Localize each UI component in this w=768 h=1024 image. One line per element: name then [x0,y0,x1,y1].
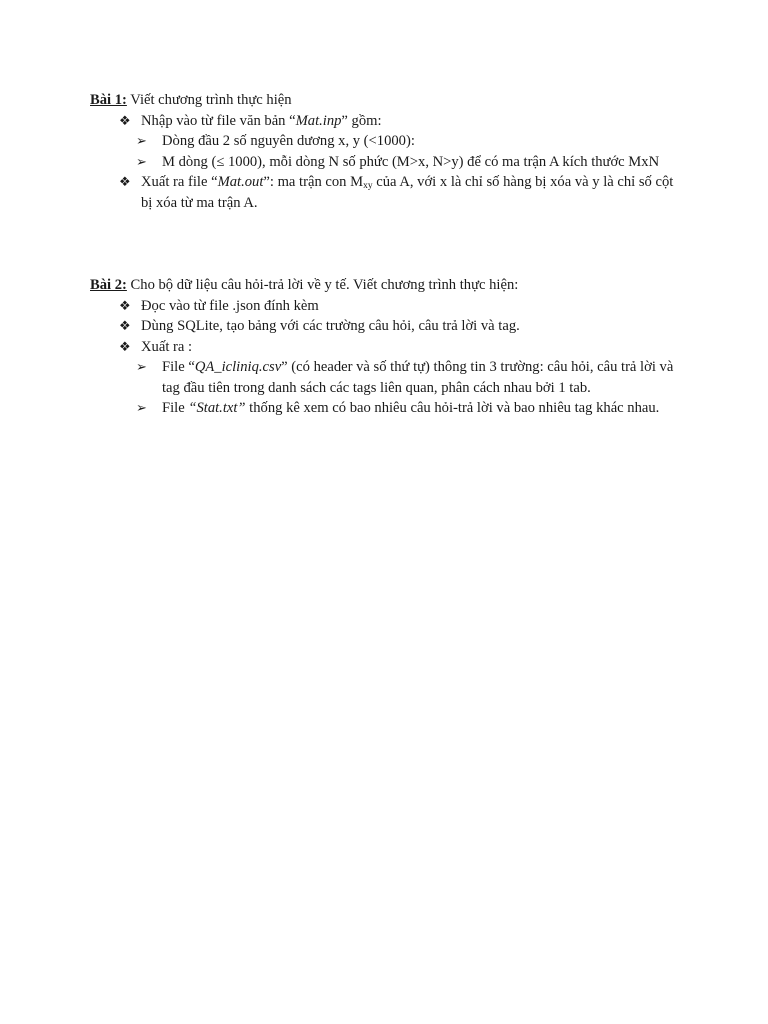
sub-list-item [90,398,682,419]
matrix-subscript: xy [363,181,373,191]
list-item [90,172,682,213]
sub-item-text: File “ [162,359,195,375]
sub-item-text-end: ” (có header và số thứ tự) thông tin 3 trường: câu hỏi, câu trả lời và tag đầu tiên trong danh sách các tags liên quan, phân cách nhau bởi 1 tab. [162,359,674,396]
diamond-bullet-icon: ❖ [119,297,131,313]
diamond-bullet-icon: ❖ [119,174,131,189]
arrow-bullet-icon: ➢ [136,400,147,415]
list-item [90,316,682,337]
exercise-1 [90,90,682,213]
diamond-bullet-icon: ❖ [119,112,131,128]
output-text-mid: ”: ma trận con M [263,174,364,190]
input-filename: Mat.inp [295,112,342,129]
diamond-bullet-icon: ❖ [119,318,131,333]
sub-item-text: File [162,400,189,416]
sub-item-text-end: thống kê xem có bao nhiêu câu hỏi-trả lời và bao nhiêu tag khác nhau. [245,400,660,416]
list-item [90,337,682,358]
list-item [90,296,682,317]
input-text: Nhập vào từ file văn bản “ [141,112,296,129]
csv-filename: QA_icliniq.csv [194,359,282,375]
sub-list-item [90,357,682,398]
input-text-end: ” gồm: [341,112,382,129]
output-text-end: của A, với x là chỉ số hàng bị xóa và y là chỉ số cột bị xóa từ ma trận A. [141,174,674,211]
sub-item-text: Dòng đầu 2 số nguyên dương x, y (<1000): [162,133,415,149]
sub-list-item [90,131,682,152]
stat-filename: “Stat.txt” [188,400,246,416]
sub-item-text: M dòng (≤ 1000), mỗi dòng N số phức (M>x, N>y) để có ma trận A kích thước MxN [162,153,660,170]
list-item [90,111,682,132]
arrow-bullet-icon: ➢ [136,133,147,148]
arrow-bullet-icon: ➢ [136,359,147,374]
diamond-bullet-icon: ❖ [119,338,131,354]
exercise-2-title: Cho bộ dữ liệu câu hỏi-trả lời về y tế. Viết chương trình thực hiện: [126,277,519,293]
arrow-bullet-icon: ➢ [136,153,147,169]
exercise-1-label: Bài 1: [90,92,127,108]
exercise-2-label: Bài 2: [90,277,127,293]
exercise-1-title: Viết chương trình thực hiện [126,92,292,108]
exercise-2 [90,275,682,419]
output-filename: Mat.out [217,174,264,190]
item-text: Dùng SQLite, tạo bảng với các trường câu hỏi, câu trả lời và tag. [141,318,520,334]
item-text: Xuất ra : [141,338,193,355]
item-text: Đọc vào từ file .json đính kèm [141,297,319,314]
output-text: Xuất ra file “ [141,174,218,190]
exercise-1-heading [90,90,682,111]
sub-list-item [90,152,682,173]
exercise-2-heading [90,275,682,296]
